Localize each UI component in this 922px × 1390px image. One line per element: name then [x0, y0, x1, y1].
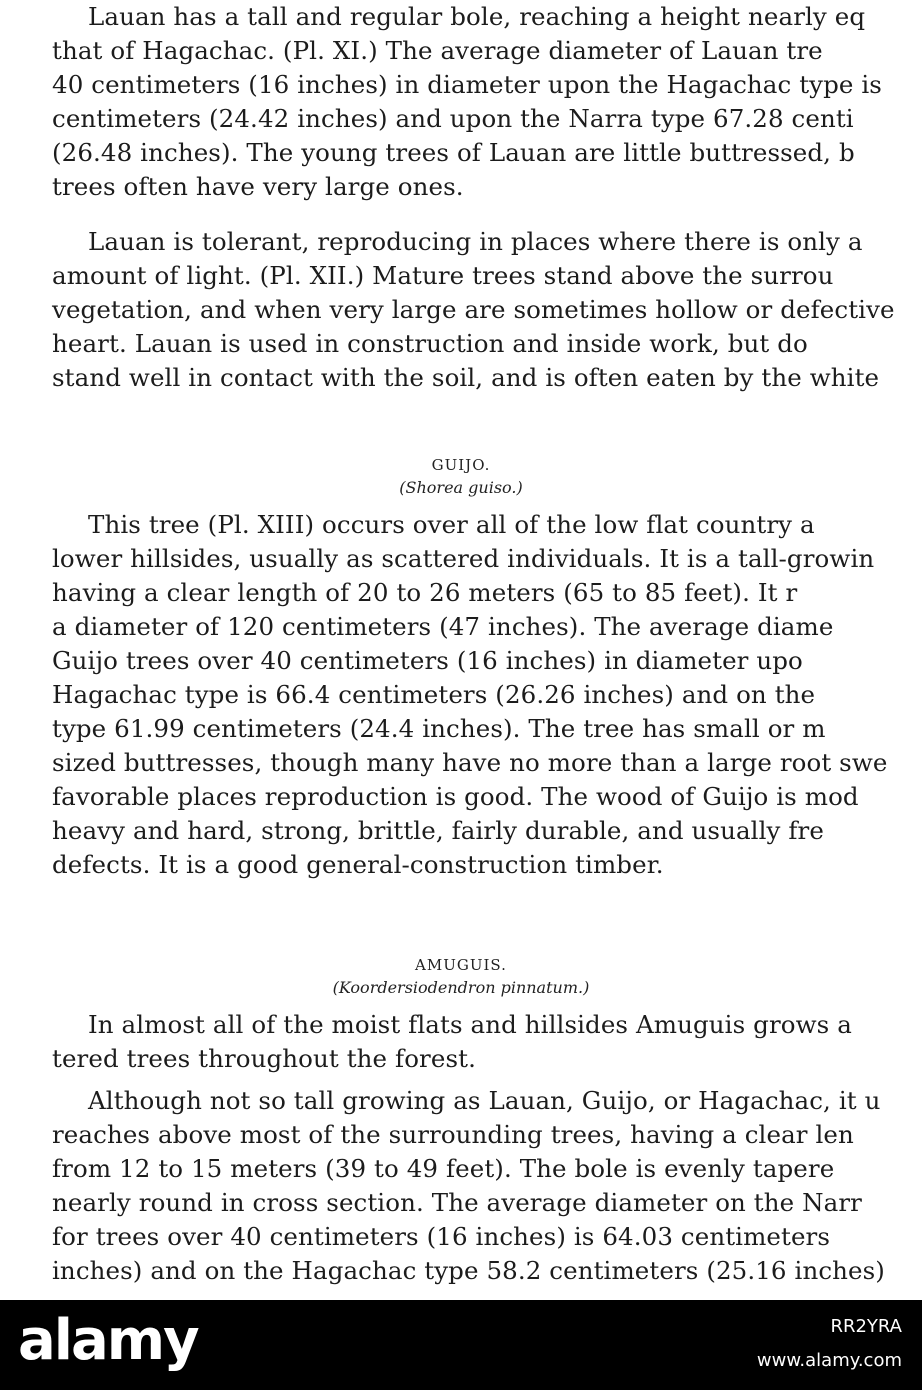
text-line: inches) and on the Hagachac type 58.2 centimeters (25.16 inches): [52, 1256, 885, 1285]
text-line: Hagachac type is 66.4 centimeters (26.26 inches) and on the: [52, 680, 816, 709]
text-line: having a clear length of 20 to 26 meters (65 to 85 feet). It r: [52, 578, 798, 607]
stock-id: RR2YRA: [830, 1316, 902, 1337]
text-line: Lauan has a tall and regular bole, reaching a height nearly eq: [88, 2, 866, 31]
text-line: for trees over 40 centimeters (16 inches) is 64.03 centimeters: [52, 1222, 831, 1251]
text-line: 40 centimeters (16 inches) in diameter upon the Hagachac type is: [52, 70, 882, 99]
text-line: This tree (Pl. XIII) occurs over all of the low flat country a: [88, 510, 815, 539]
section-subheading: (Shorea guiso.): [399, 478, 523, 497]
text-line: lower hillsides, usually as scattered individuals. It is a tall-growin: [52, 544, 875, 573]
text-line: defects. It is a good general-construction timber.: [52, 850, 664, 879]
section-heading: GUIJO.: [431, 456, 491, 474]
text-line: from 12 to 15 meters (39 to 49 feet). The bole is evenly tapere: [52, 1154, 835, 1183]
text-line: heavy and hard, strong, brittle, fairly durable, and usually fre: [52, 816, 824, 845]
text-line: that of Hagachac. (Pl. XI.) The average diameter of Lauan tre: [52, 36, 823, 65]
alamy-logo: alamy: [18, 1308, 198, 1373]
text-line: vegetation, and when very large are sometimes hollow or defective: [52, 295, 895, 324]
section-subheading: (Koordersiodendron pinnatum.): [332, 978, 590, 997]
text-line: sized buttresses, though many have no more than a large root swe: [52, 748, 888, 777]
text-line: Guijo trees over 40 centimeters (16 inches) in diameter upo: [52, 646, 803, 675]
section-heading: AMUGUIS.: [415, 956, 507, 974]
text-line: (26.48 inches). The young trees of Lauan are little buttressed, b: [52, 138, 855, 167]
text-line: type 61.99 centimeters (24.4 inches). The tree has small or m: [52, 714, 826, 743]
watermark-footer: [0, 1300, 922, 1390]
text-line: heart. Lauan is used in construction and inside work, but do: [52, 329, 808, 358]
text-line: Lauan is tolerant, reproducing in places where there is only a: [88, 227, 863, 256]
site-url: www.alamy.com: [756, 1350, 902, 1371]
text-line: nearly round in cross section. The average diameter on the Narr: [52, 1188, 862, 1217]
text-line: stand well in contact with the soil, and is often eaten by the white: [52, 363, 880, 392]
text-line: amount of light. (Pl. XII.) Mature trees stand above the surrou: [52, 261, 834, 290]
text-line: reaches above most of the surrounding trees, having a clear len: [52, 1120, 854, 1149]
text-line: Although not so tall growing as Lauan, Guijo, or Hagachac, it u: [88, 1086, 881, 1115]
text-line: tered trees throughout the forest.: [52, 1044, 476, 1073]
text-line: In almost all of the moist flats and hillsides Amuguis grows a: [88, 1010, 852, 1039]
text-line: favorable places reproduction is good. The wood of Guijo is mod: [52, 782, 859, 811]
text-line: a diameter of 120 centimeters (47 inches). The average diame: [52, 612, 834, 641]
text-line: trees often have very large ones.: [52, 172, 464, 201]
text-line: centimeters (24.42 inches) and upon the Narra type 67.28 centi: [52, 104, 854, 133]
